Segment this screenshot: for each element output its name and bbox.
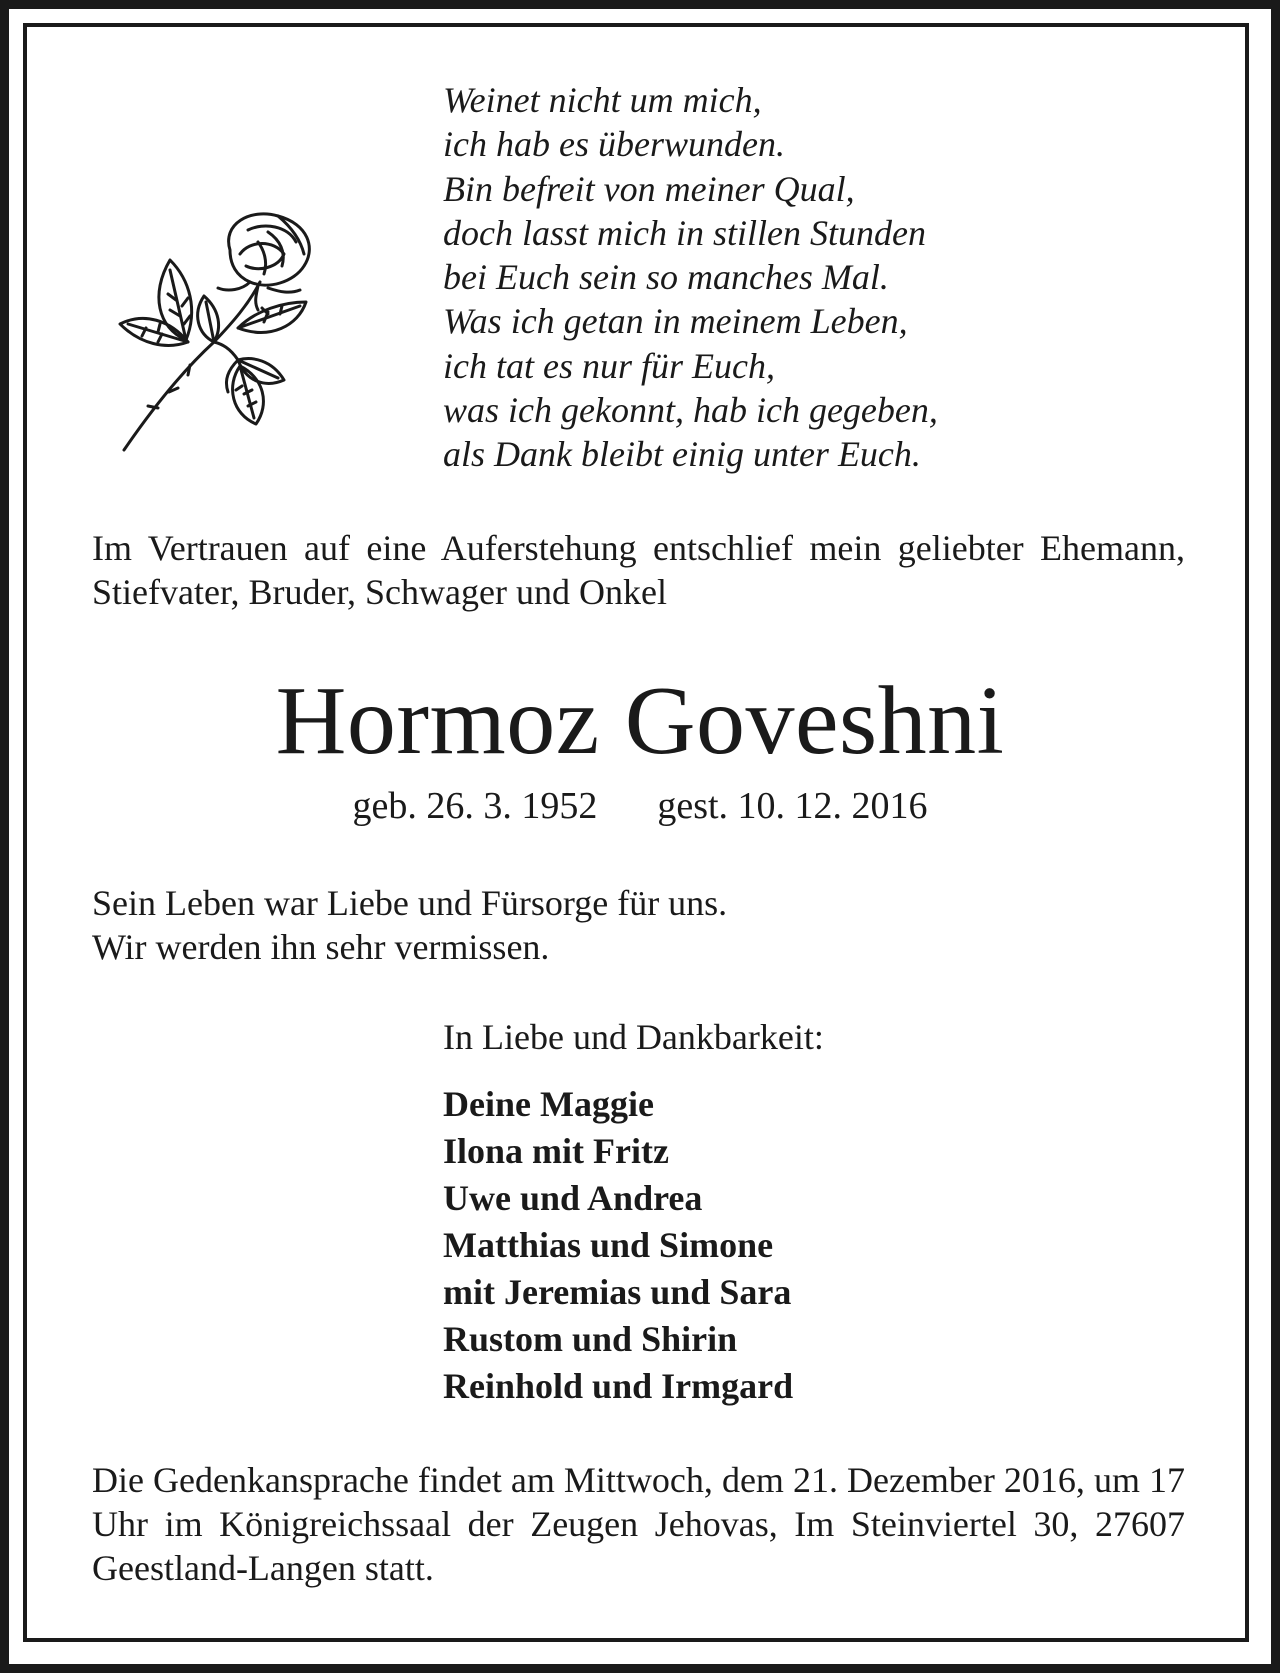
poem-line: ich tat es nur für Euch, — [443, 345, 775, 386]
mourners-list — [443, 1081, 793, 1410]
poem-line: Was ich getan in meinem Leben, — [443, 301, 908, 342]
birth-date: geb. 26. 3. 1952 — [352, 785, 598, 827]
life-line: Wir werden ihn sehr vermissen. — [92, 927, 550, 967]
poem-line: doch lasst mich in stillen Stunden — [443, 212, 926, 253]
rose-illustration-icon — [118, 210, 323, 460]
poem-line: bei Euch sein so manches Mal. — [443, 257, 889, 298]
death-date: gest. 10. 12. 2016 — [657, 785, 928, 827]
mourner-item: Matthias und Simone — [443, 1225, 774, 1265]
poem-line: Bin befreit von meiner Qual, — [443, 168, 855, 209]
service-announcement: Die Gedenkansprache findet am Mittwoch, dem 21. Dezember 2016, um 17 Uhr im Königreichssaal der Zeugen Jehovas, Im Steinviertel 30, 27607 Geestland-Langen statt. — [92, 1460, 1185, 1588]
poem-line: ich hab es überwunden. — [443, 124, 785, 165]
life-line: Sein Leben war Liebe und Fürsorge für uns. — [92, 883, 728, 923]
mourner-item: Ilona mit Fritz — [443, 1131, 669, 1171]
poem-line: Weinet nicht um mich, — [443, 80, 762, 120]
thanks-heading: In Liebe und Dankbarkeit: — [443, 1017, 824, 1057]
mourner-item: Uwe und Andrea — [443, 1178, 703, 1218]
poem-line: als Dank bleibt einig unter Euch. — [443, 434, 921, 475]
mourner-item: Rustom und Shirin — [443, 1319, 738, 1359]
mourner-item: mit Jeremias und Sara — [443, 1272, 792, 1312]
mourner-item: Deine Maggie — [443, 1084, 654, 1124]
life-statement — [92, 881, 727, 969]
intro-paragraph: Im Vertrauen auf eine Auferstehung entschlief mein geliebter Ehemann, Stiefvater, Bruder, Schwager und Onkel — [92, 528, 1185, 612]
poem-line: was ich gekonnt, hab ich gegeben, — [443, 390, 938, 431]
mourner-item: Reinhold und Irmgard — [443, 1366, 794, 1406]
deceased-name: Hormoz Goveshni — [275, 667, 1005, 775]
poem — [443, 78, 938, 477]
life-dates — [0, 784, 1280, 828]
